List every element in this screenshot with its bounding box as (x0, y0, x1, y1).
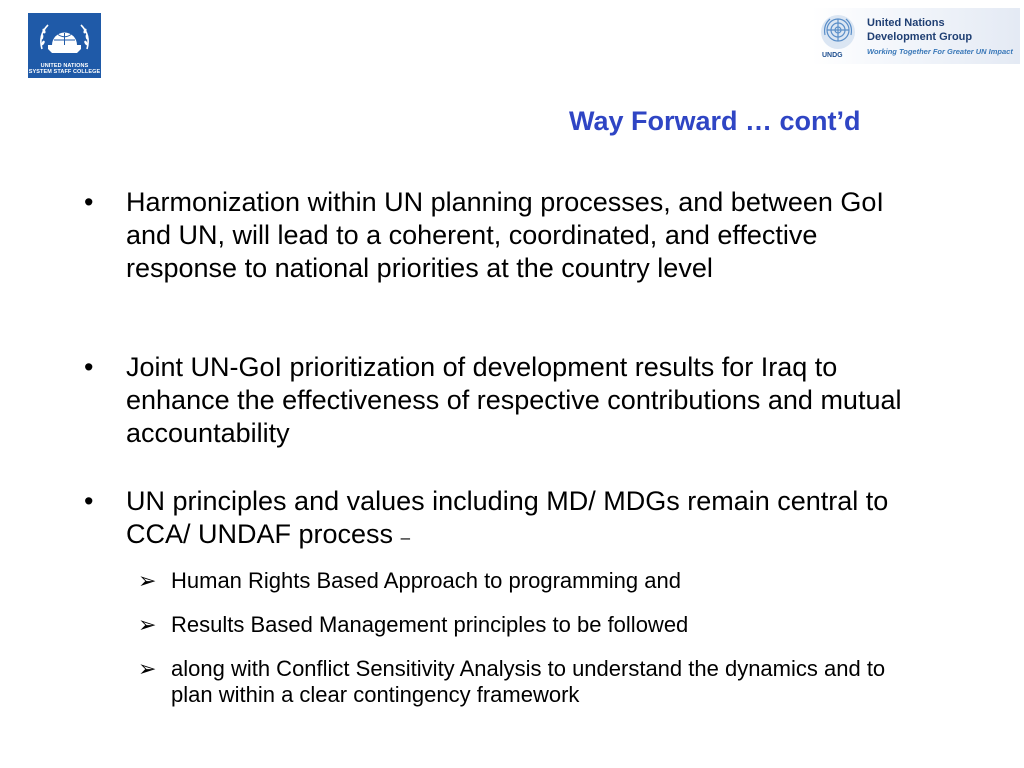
un-emblem-icon (818, 13, 858, 51)
slide-title: Way Forward … cont’d (569, 106, 861, 136)
bullet-symbol: • (84, 352, 94, 382)
bullet-text: Joint UN-GoI prioritization of development results for Iraq to enhance the effectiveness of respective contributions and mutual accountability (126, 352, 902, 448)
undg-logo (812, 8, 1020, 64)
arrow-bullet-icon: ➢ (138, 568, 157, 593)
bullet-symbol: • (84, 187, 94, 217)
sub-bullet-text: along with Conflict Sensitivity Analysis to understand the dynamics and to plan within a clear contingency framework (171, 656, 886, 707)
un-system-staff-college-emblem-icon (28, 13, 101, 63)
bullet-dash: – (400, 528, 411, 547)
sub-bullet-text: Human Rights Based Approach to programming and (171, 568, 681, 593)
bullet-text-main: UN principles and values including MD/ MDGs remain central to CCA/ UNDAF process (126, 486, 889, 549)
bullet-text (126, 485, 926, 554)
arrow-bullet-icon: ➢ (138, 656, 157, 681)
unssc-logo (28, 13, 101, 78)
bullet-text: Harmonization within UN planning processes, and between GoI and UN, will lead to a coherent, coordinated, and effective response to national priorities at the country level (126, 187, 884, 283)
undg-tag: UNDG (822, 52, 843, 59)
undg-name (867, 16, 972, 44)
bullet-symbol: • (84, 486, 94, 516)
undg-slogan: Working Together For Greater UN Impact (867, 47, 1013, 56)
arrow-bullet-icon: ➢ (138, 612, 157, 637)
undg-name-line2: Development Group (867, 31, 973, 43)
sub-bullet-text: Results Based Management principles to be followed (171, 612, 689, 637)
undg-name-line1: United Nations (867, 17, 945, 29)
unssc-caption-line1: UNITED NATIONS (40, 63, 89, 69)
unssc-caption-line2: SYSTEM STAFF COLLEGE (28, 69, 101, 75)
